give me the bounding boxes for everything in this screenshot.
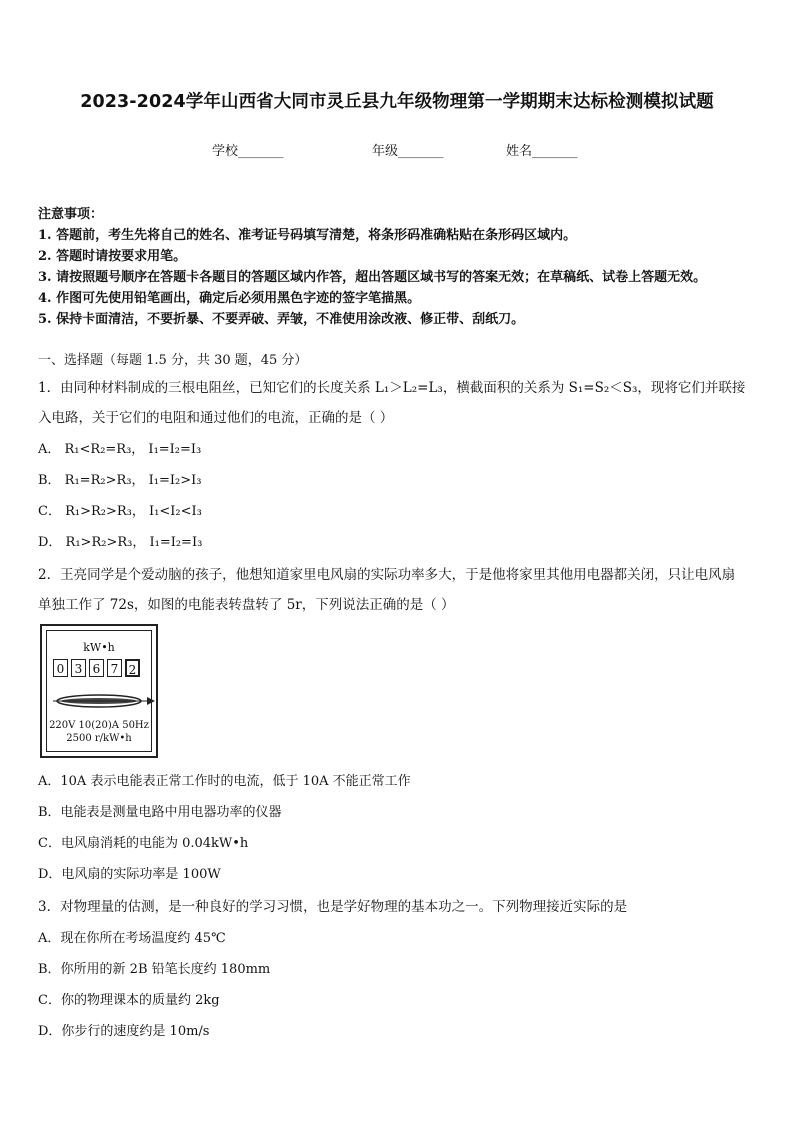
meter-digit-decimal: 2 <box>125 659 140 677</box>
meter-frame <box>46 630 152 752</box>
meter-digit: 6 <box>89 659 104 677</box>
meter-disk-icon <box>51 689 155 713</box>
question-3-stem: 3．对物理量的估测，是一种良好的学习习惯，也是学好物理的基本功之一。下列物理接近实际的是 <box>38 899 628 915</box>
question-1-stem: 1．由同种材料制成的三根电阻丝，已知它们的长度关系 L₁＞L₂=L₃，横截面积的关系为 S₁=S₂＜S₃，现将它们并联接 <box>38 380 746 396</box>
question-3-option-b: B．你所用的新 2B 铅笔长度约 180mm <box>38 962 271 977</box>
grade-field: 年级_______ <box>372 144 444 159</box>
question-1-option-a: A． R₁<R₂=R₃， I₁=I₂=I₃ <box>38 442 202 457</box>
page-title: 2023-2024学年山西省大同市灵丘县九年级物理第一学期期末达标检测模拟试题 <box>80 92 714 112</box>
meter-spec-rating: 220V 10(20)A 50Hz <box>49 720 149 731</box>
question-2-option-d: D．电风扇的实际功率是 100W <box>38 867 221 882</box>
meter-digit: 7 <box>107 659 122 677</box>
question-1-option-b: B． R₁=R₂>R₃， I₁=I₂>I₃ <box>38 473 202 488</box>
notice-heading: 注意事项： <box>38 207 104 222</box>
notice-item: 4. 作图可先使用铅笔画出，确定后必须用黑色字迹的签字笔描黑。 <box>38 291 421 306</box>
question-1-stem-cont: 入电路，关于它们的电阻和通过他们的电流，正确的是（ ） <box>38 410 394 426</box>
meter-spec-revolutions: 2500 r/kW•h <box>66 733 132 744</box>
question-1-option-c: C． R₁>R₂>R₃， I₁<I₂<I₃ <box>38 504 202 519</box>
notice-item: 5. 保持卡面清洁，不要折暴、不要弄破、弄皱，不准使用涂改液、修正带、刮纸刀。 <box>38 312 525 327</box>
question-1-option-d: D． R₁>R₂>R₃， I₁=I₂=I₃ <box>38 535 203 550</box>
question-3-option-d: D．你步行的速度约是 10m/s <box>38 1024 210 1039</box>
question-3-option-a: A．现在你所在考场温度约 45℃ <box>38 931 226 946</box>
notice-item: 1. 答题前，考生先将自己的姓名、准考证号码填写清楚，将条形码准确粘贴在条形码区域内。 <box>38 228 577 243</box>
question-2-option-a: A．10A 表示电能表正常工作时的电流，低于 10A 不能正常工作 <box>38 774 411 789</box>
meter-digits <box>53 659 143 677</box>
question-2-option-c: C．电风扇消耗的电能为 0.04kW•h <box>38 836 249 851</box>
meter-spec <box>47 719 151 745</box>
electric-meter-figure <box>40 624 158 758</box>
question-2-stem-cont: 单独工作了 72s，如图的电能表转盘转了 5r，下列说法正确的是（ ） <box>38 597 455 613</box>
question-2-stem: 2．王亮同学是个爱动脑的孩子，他想知道家里电风扇的实际功率多大，于是他将家里其他用电器都关闭，只让电风扇 <box>38 567 736 583</box>
question-2-option-b: B．电能表是测量电路中用电器功率的仪器 <box>38 805 282 820</box>
name-field: 姓名_______ <box>506 144 578 159</box>
notice-item: 2. 答题时请按要求用笔。 <box>38 249 187 264</box>
meter-unit-label: kW•h <box>83 641 115 654</box>
meter-digit: 0 <box>53 659 68 677</box>
school-field: 学校_______ <box>212 144 284 159</box>
section-heading: 一、选择题（每题 1.5 分，共 30 题，45 分） <box>38 353 308 368</box>
question-3-option-c: C．你的物理课本的质量约 2kg <box>38 993 220 1008</box>
notice-item: 3. 请按照题号顺序在答题卡各题目的答题区域内作答，超出答题区域书写的答案无效；在草稿纸、试卷上答题无效。 <box>38 270 707 285</box>
meter-digit: 3 <box>71 659 86 677</box>
